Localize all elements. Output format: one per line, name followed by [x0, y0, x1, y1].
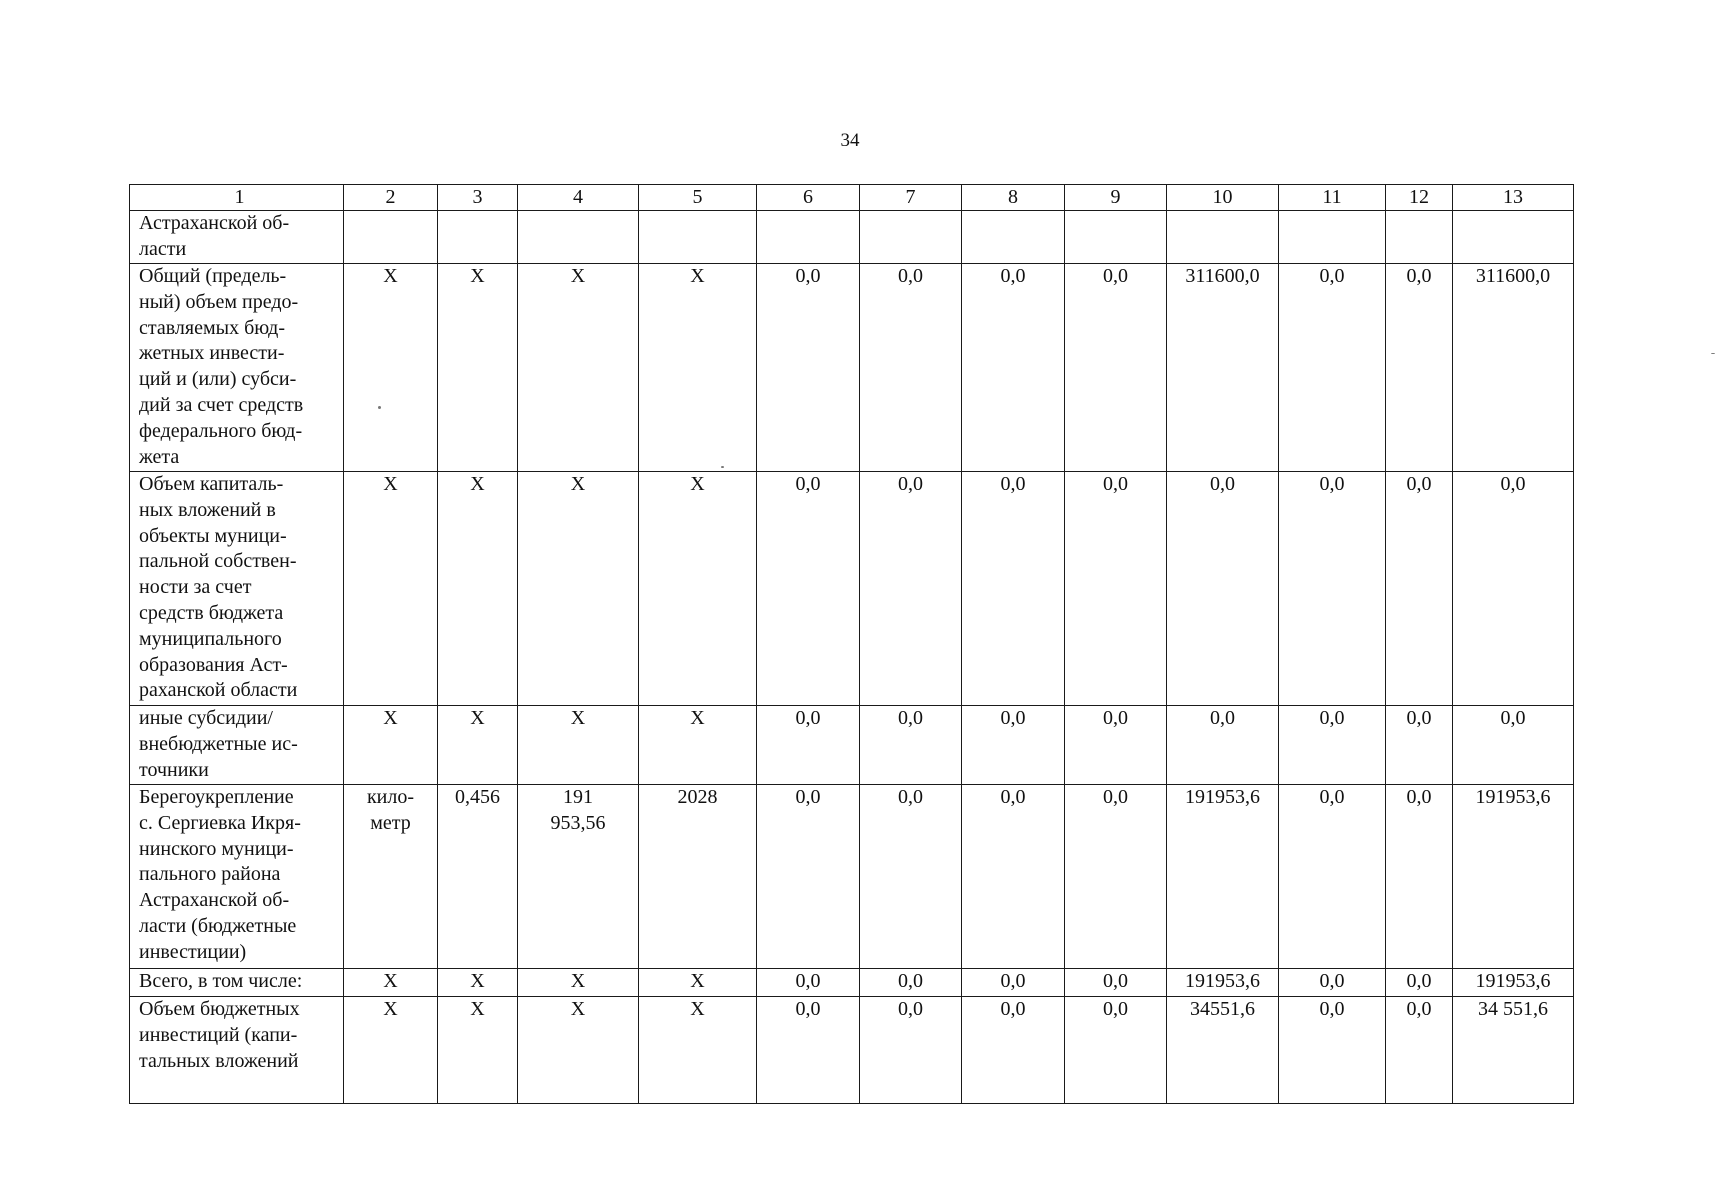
- value-cell-col-10: [1167, 211, 1279, 264]
- value-cell-col-13: [1453, 211, 1574, 264]
- cell-value: 0,0: [898, 970, 923, 992]
- scan-speck: [378, 406, 381, 409]
- value-cell-col-10: [1167, 785, 1279, 969]
- cell-value: 0,0: [898, 786, 923, 808]
- value-cell-col-8: [962, 997, 1065, 1104]
- column-number-5: 5: [639, 185, 757, 211]
- row-label-line: жета: [139, 445, 180, 468]
- cell-value: 0,0: [1406, 786, 1432, 808]
- cell-value: Х: [470, 998, 485, 1020]
- value-cell-col-5: [639, 785, 757, 969]
- cell-value: 0,0: [1319, 786, 1345, 808]
- cell-value: 311600,0: [1475, 265, 1551, 287]
- value-cell-col-2: [344, 969, 438, 997]
- row-label-line: жетных инвести-: [139, 342, 285, 365]
- cell-value: 0,0: [1103, 970, 1128, 992]
- cell-value: 0,0: [898, 473, 923, 495]
- value-cell-col-11: [1279, 785, 1386, 969]
- table-row: [130, 969, 1574, 997]
- row-label-cell: [130, 997, 344, 1104]
- cell-value: Х: [383, 707, 398, 729]
- value-cell-col-8: [962, 264, 1065, 472]
- cell-value: 0,0: [1103, 265, 1128, 287]
- value-cell-col-11: [1279, 472, 1386, 706]
- cell-value: 0,0: [1103, 998, 1128, 1020]
- value-cell-col-4: [518, 969, 639, 997]
- value-cell-col-10: [1167, 997, 1279, 1104]
- value-cell-col-9: [1065, 969, 1167, 997]
- cell-value: 0,0: [1319, 998, 1345, 1020]
- cell-value: Х: [690, 998, 705, 1020]
- cell-value: 191953,6: [1475, 970, 1551, 992]
- cell-value: 0,0: [795, 970, 821, 992]
- value-cell-col-5: [639, 472, 757, 706]
- cell-value: Х: [383, 265, 398, 287]
- value-cell-col-7: [860, 472, 962, 706]
- cell-value: 953,56: [550, 811, 606, 834]
- table-row: [130, 706, 1574, 785]
- value-cell-col-7: [860, 211, 962, 264]
- cell-value: 0,0: [898, 265, 923, 287]
- row-label-line: тальных вложений: [139, 1049, 299, 1072]
- value-cell-col-7: [860, 997, 962, 1104]
- value-cell-col-3: [438, 706, 518, 785]
- cell-value: 0,0: [1319, 970, 1345, 992]
- column-number-10: 10: [1167, 185, 1279, 211]
- value-cell-col-5: [639, 997, 757, 1104]
- row-label-line: ций и (или) субси-: [139, 368, 297, 391]
- value-cell-col-6: [757, 969, 860, 997]
- cell-value: 311600,0: [1185, 265, 1260, 287]
- row-label-line: муниципального: [139, 627, 282, 650]
- value-cell-col-12: [1386, 472, 1453, 706]
- scan-speck: [721, 466, 724, 468]
- value-cell-col-6: [757, 785, 860, 969]
- cell-value: 191953,6: [1185, 786, 1260, 808]
- cell-value: 0,0: [1000, 786, 1026, 808]
- row-label-line: ласти: [139, 237, 187, 260]
- value-cell-col-8: [962, 785, 1065, 969]
- row-label-line: иные субсидии/: [139, 707, 273, 729]
- row-label-line: инвестиций (капи-: [139, 1023, 298, 1046]
- value-cell-col-6: [757, 264, 860, 472]
- value-cell-col-11: [1279, 969, 1386, 997]
- cell-value: Х: [470, 707, 485, 729]
- cell-value: Х: [570, 998, 586, 1020]
- value-cell-col-8: [962, 969, 1065, 997]
- cell-value: 0,0: [1000, 265, 1026, 287]
- cell-value: 0,0: [898, 707, 923, 729]
- value-cell-col-2: [344, 706, 438, 785]
- value-cell-col-7: [860, 785, 962, 969]
- cell-value: 191: [563, 786, 593, 808]
- cell-value: 0,0: [795, 473, 821, 495]
- value-cell-col-4: [518, 472, 639, 706]
- value-cell-col-13: [1453, 785, 1574, 969]
- column-number-4: 4: [518, 185, 639, 211]
- cell-value: 0,0: [1103, 473, 1128, 495]
- row-label-line: с. Сергиевка Икря-: [139, 811, 301, 834]
- value-cell-col-5: [639, 211, 757, 264]
- column-number-9: 9: [1065, 185, 1167, 211]
- value-cell-col-13: [1453, 706, 1574, 785]
- table-header-row: [130, 185, 1574, 211]
- row-label-line: внебюджетные ис-: [139, 732, 298, 755]
- value-cell-col-5: [639, 969, 757, 997]
- row-label-line: нинского муници-: [139, 837, 294, 860]
- column-number-13: 13: [1453, 185, 1574, 211]
- value-cell-col-12: [1386, 211, 1453, 264]
- table-row: [130, 997, 1574, 1104]
- page-number: 34: [840, 130, 860, 151]
- row-label-line: точники: [139, 758, 209, 781]
- value-cell-col-7: [860, 264, 962, 472]
- row-label-line: Берегоукрепление: [139, 786, 294, 808]
- cell-value: Х: [570, 970, 586, 992]
- cell-value: 2028: [677, 786, 718, 808]
- value-cell-col-9: [1065, 264, 1167, 472]
- value-cell-col-2: [344, 264, 438, 472]
- cell-value: Х: [470, 265, 485, 287]
- row-label-line: раханской области: [139, 679, 298, 702]
- row-label-line: образования Аст-: [139, 653, 288, 676]
- cell-value: 0,0: [1406, 970, 1432, 992]
- value-cell-col-7: [860, 969, 962, 997]
- value-cell-col-2: [344, 785, 438, 969]
- value-cell-col-10: [1167, 706, 1279, 785]
- cell-value: 34 551,6: [1478, 998, 1548, 1020]
- value-cell-col-6: [757, 211, 860, 264]
- value-cell-col-6: [757, 706, 860, 785]
- row-label-cell: [130, 211, 344, 264]
- value-cell-col-13: [1453, 997, 1574, 1104]
- value-cell-col-11: [1279, 264, 1386, 472]
- value-cell-col-11: [1279, 997, 1386, 1104]
- cell-value: метр: [370, 811, 411, 834]
- row-label-line: ласти (бюджетные: [139, 914, 297, 937]
- value-cell-col-13: [1453, 969, 1574, 997]
- value-cell-col-3: [438, 472, 518, 706]
- cell-value: Х: [383, 970, 398, 992]
- column-number-12: 12: [1386, 185, 1453, 211]
- value-cell-col-5: [639, 706, 757, 785]
- value-cell-col-3: [438, 264, 518, 472]
- value-cell-col-10: [1167, 264, 1279, 472]
- value-cell-col-13: [1453, 264, 1574, 472]
- cell-value: Х: [570, 707, 586, 729]
- value-cell-col-9: [1065, 785, 1167, 969]
- value-cell-col-8: [962, 706, 1065, 785]
- value-cell-col-9: [1065, 211, 1167, 264]
- value-cell-col-3: [438, 785, 518, 969]
- value-cell-col-12: [1386, 785, 1453, 969]
- cell-value: 191953,6: [1185, 970, 1260, 992]
- column-number-7: 7: [860, 185, 962, 211]
- cell-value: 0,0: [1210, 473, 1235, 495]
- cell-value: 0,0: [1406, 265, 1432, 287]
- value-cell-col-11: [1279, 706, 1386, 785]
- column-number-1: 1: [130, 185, 344, 211]
- value-cell-col-12: [1386, 997, 1453, 1104]
- row-label-line: дий за счет средств: [139, 393, 304, 416]
- table-row: [130, 211, 1574, 264]
- cell-value: Х: [383, 473, 398, 495]
- cell-value: 0,0: [1500, 473, 1526, 495]
- cell-value: Х: [690, 707, 705, 729]
- row-label-cell: [130, 264, 344, 472]
- value-cell-col-4: [518, 997, 639, 1104]
- value-cell-col-4: [518, 264, 639, 472]
- scan-speck: [1711, 353, 1715, 354]
- cell-value: 0,0: [795, 786, 821, 808]
- value-cell-col-6: [757, 472, 860, 706]
- column-number-11: 11: [1279, 185, 1386, 211]
- row-label-line: Объем бюджетных: [139, 998, 300, 1020]
- value-cell-col-3: [438, 997, 518, 1104]
- cell-value: 0,0: [1103, 786, 1128, 808]
- cell-value: Х: [570, 473, 586, 495]
- budget-table: [129, 184, 1574, 1104]
- cell-value: Х: [690, 970, 705, 992]
- value-cell-col-12: [1386, 706, 1453, 785]
- table-row: [130, 472, 1574, 706]
- row-label-cell: [130, 969, 344, 997]
- value-cell-col-3: [438, 211, 518, 264]
- cell-value: Х: [470, 473, 485, 495]
- value-cell-col-7: [860, 706, 962, 785]
- value-cell-col-8: [962, 472, 1065, 706]
- row-label-line: объекты муници-: [139, 524, 287, 547]
- value-cell-col-10: [1167, 969, 1279, 997]
- row-label-cell: [130, 706, 344, 785]
- column-number-8: 8: [962, 185, 1065, 211]
- value-cell-col-5: [639, 264, 757, 472]
- cell-value: 0,0: [1000, 998, 1026, 1020]
- value-cell-col-11: [1279, 211, 1386, 264]
- table-row: [130, 264, 1574, 472]
- cell-value: 0,0: [1210, 707, 1235, 729]
- cell-value: 0,456: [455, 786, 500, 808]
- cell-value: Х: [470, 970, 485, 992]
- column-number-2: 2: [344, 185, 438, 211]
- value-cell-col-12: [1386, 264, 1453, 472]
- value-cell-col-10: [1167, 472, 1279, 706]
- row-label-line: ный) объем предо-: [139, 290, 299, 313]
- row-label-line: ности за счет: [139, 576, 252, 599]
- cell-value: 0,0: [1500, 707, 1526, 729]
- value-cell-col-2: [344, 997, 438, 1104]
- row-label-line: ных вложений в: [139, 498, 276, 521]
- cell-value: 0,0: [795, 265, 821, 287]
- table-row: [130, 785, 1574, 969]
- cell-value: 0,0: [1406, 707, 1432, 729]
- value-cell-col-2: [344, 472, 438, 706]
- value-cell-col-3: [438, 969, 518, 997]
- cell-value: 0,0: [1000, 473, 1026, 495]
- cell-value: 191953,6: [1475, 786, 1551, 808]
- row-label-line: Астраханской об-: [139, 212, 290, 234]
- column-number-6: 6: [757, 185, 860, 211]
- value-cell-col-4: [518, 211, 639, 264]
- row-label-line: ставляемых бюд-: [139, 316, 286, 339]
- cell-value: Х: [570, 265, 586, 287]
- cell-value: 0,0: [1000, 707, 1026, 729]
- row-label-line: Общий (предель-: [139, 265, 287, 287]
- column-number-3: 3: [438, 185, 518, 211]
- value-cell-col-2: [344, 211, 438, 264]
- cell-value: Х: [690, 265, 705, 287]
- value-cell-col-12: [1386, 969, 1453, 997]
- value-cell-col-8: [962, 211, 1065, 264]
- row-label-cell: [130, 472, 344, 706]
- value-cell-col-4: [518, 706, 639, 785]
- row-label-line: пального района: [139, 863, 281, 886]
- row-label-line: Объем капиталь-: [139, 473, 284, 495]
- cell-value: Х: [690, 473, 705, 495]
- cell-value: 34551,6: [1190, 998, 1255, 1020]
- cell-value: 0,0: [1103, 707, 1128, 729]
- value-cell-col-13: [1453, 472, 1574, 706]
- row-label-line: инвестиции): [139, 940, 247, 963]
- value-cell-col-9: [1065, 706, 1167, 785]
- value-cell-col-9: [1065, 472, 1167, 706]
- value-cell-col-6: [757, 997, 860, 1104]
- cell-value: Х: [383, 998, 398, 1020]
- cell-value: 0,0: [1319, 265, 1345, 287]
- cell-value: 0,0: [1319, 473, 1345, 495]
- cell-value: 0,0: [1319, 707, 1345, 729]
- value-cell-col-9: [1065, 997, 1167, 1104]
- cell-value: 0,0: [1000, 970, 1026, 992]
- row-label-cell: [130, 785, 344, 969]
- cell-value: кило-: [366, 786, 415, 808]
- row-label-line: средств бюджета: [139, 601, 284, 624]
- value-cell-col-4: [518, 785, 639, 969]
- cell-value: 0,0: [795, 707, 821, 729]
- cell-value: 0,0: [1406, 998, 1432, 1020]
- row-label-line: Астраханской об-: [139, 889, 290, 912]
- row-label-line: Всего, в том числе:: [139, 970, 303, 992]
- cell-value: 0,0: [898, 998, 923, 1020]
- row-label-line: пальной собствен-: [139, 550, 297, 573]
- cell-value: 0,0: [795, 998, 821, 1020]
- row-label-line: федерального бюд-: [139, 419, 303, 442]
- cell-value: 0,0: [1406, 473, 1432, 495]
